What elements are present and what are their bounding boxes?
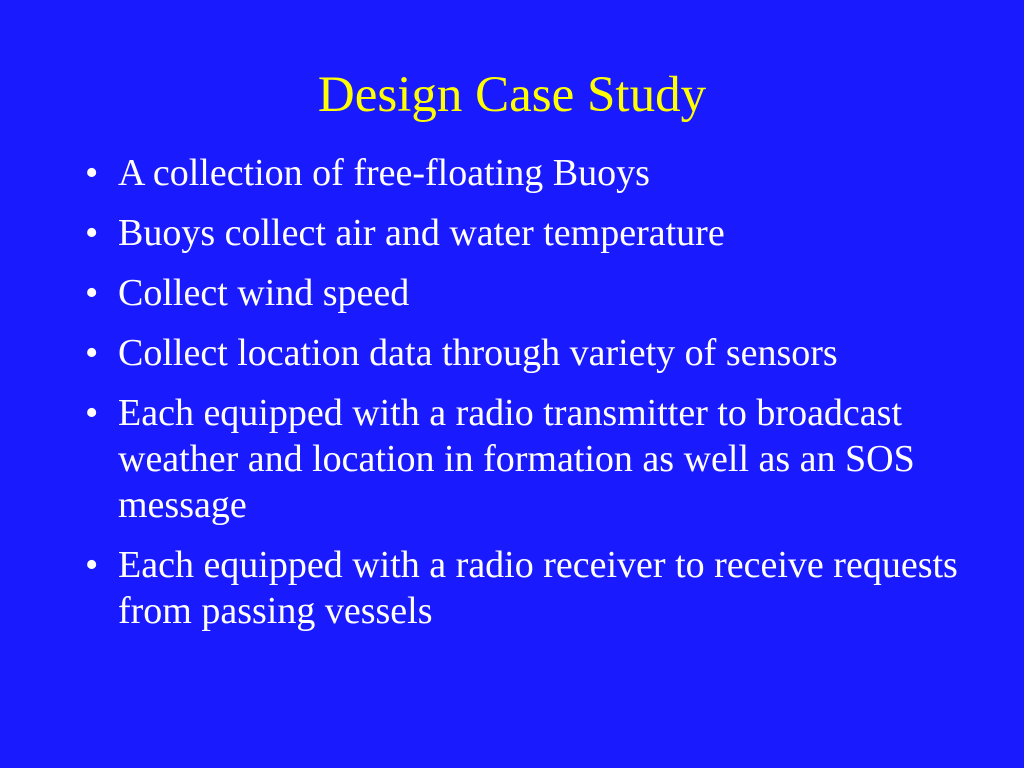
bullet-text: Collect location data through variety of sensors — [118, 332, 838, 374]
bullet-text: Buoys collect air and water temperature — [118, 212, 725, 254]
bullet-list — [80, 150, 960, 648]
bullet-text: Each equipped with a radio receiver to receive requests from passing vessels — [118, 544, 958, 632]
bullet-text: A collection of free-floating Buoys — [118, 152, 650, 194]
slide-title: Design Case Study — [317, 67, 707, 123]
bullet-icon: • — [85, 392, 99, 434]
bullet-text: Collect wind speed — [118, 272, 410, 314]
list-item — [80, 390, 960, 528]
list-item — [80, 210, 960, 256]
list-item — [80, 150, 960, 196]
bullet-text: Each equipped with a radio transmitter to broadcast weather and location in formation as well as an SOS message — [118, 392, 915, 526]
list-item — [80, 542, 960, 634]
bullet-icon: • — [85, 332, 99, 374]
list-item — [80, 270, 960, 316]
bullet-icon: • — [85, 272, 99, 314]
list-item — [80, 330, 960, 376]
bullet-icon: • — [85, 212, 99, 254]
bullet-icon: • — [85, 152, 99, 194]
bullet-icon: • — [85, 544, 99, 586]
